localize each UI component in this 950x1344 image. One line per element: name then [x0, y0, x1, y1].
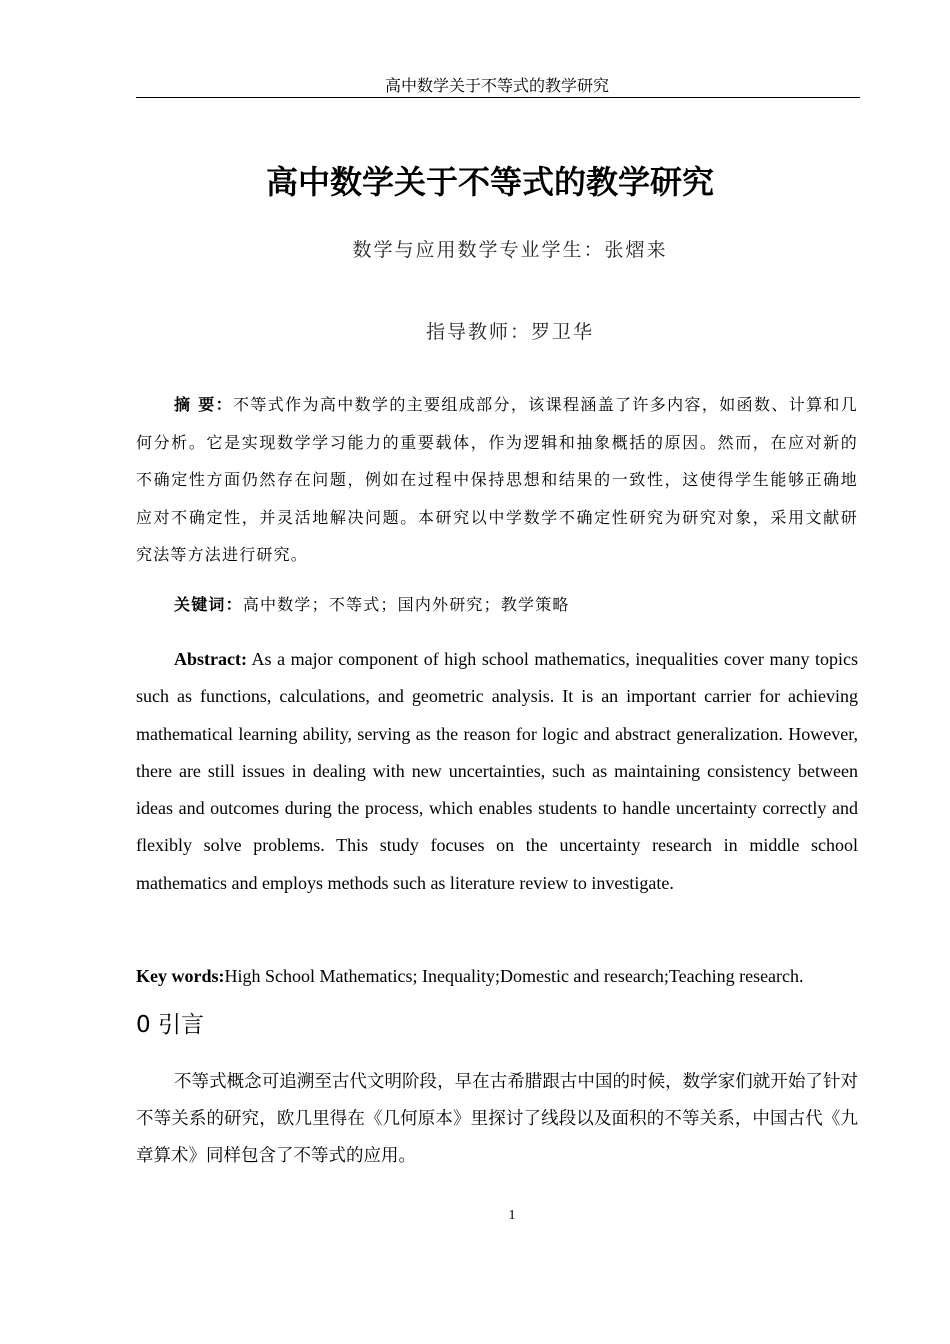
keywords-english — [136, 962, 858, 990]
advisor-line: 指导教师：罗卫华 — [425, 321, 594, 343]
author-line: 数学与应用数学专业学生：张熠来 — [352, 239, 668, 261]
abstract-english — [136, 641, 858, 902]
running-header: 高中数学关于不等式的教学研究 — [384, 76, 609, 95]
keywords-chinese — [136, 591, 858, 619]
abstract-chinese-label: 摘 要： — [174, 395, 234, 414]
page-number: 1 — [508, 1208, 516, 1223]
keywords-english-text: High School Mathematics; Inequality;Domestic and research;Teaching research. — [224, 966, 804, 986]
keywords-chinese-label: 关键词： — [174, 595, 243, 614]
abstract-chinese-text: 不等式作为高中数学的主要组成部分，该课程涵盖了许多内容，如函数、计算和几何分析。它是实现数学学习能力的重要载体，作为逻辑和抽象概括的原因。然而，在应对新的不确定性方面仍然存在问题，例如在过程中保持思想和结果的一致性，这使得学生能够正确地应对不确定性，并灵活地解决问题。本研究以中学数学不确定性研究为研究对象，采用文献研究法等方法进行研究。 — [136, 395, 858, 564]
keywords-english-label: Key words: — [136, 966, 225, 986]
keywords-chinese-text: 高中数学；不等式；国内外研究；教学策略 — [242, 595, 570, 614]
abstract-english-text: As a major component of high school mathematics, inequalities cover many topics such as functions, calculations, and geometric analysis. It is an important carrier for achieving mathematical learning ability, serving as the reason for logic and abstract generalization. However, there are still issues in dealing with new uncertainties, such as maintaining consistency between ideas and outcomes during the process, which enables students to handle uncertainty correctly and flexibly solve problems. This study focuses on the uncertainty research in middle school mathematics and employs methods such as literature review to investigate. — [136, 649, 858, 893]
header-rule — [136, 97, 860, 98]
introduction-paragraph: 不等式概念可追溯至古代文明阶段，早在古希腊跟古中国的时候，数学家们就开始了针对不等关系的研究，欧几里得在《几何原本》里探讨了线段以及面积的不等关系，中国古代《九章算术》同样包含了不等式的应用。 — [136, 1072, 858, 1166]
abstract-english-label: Abstract: — [174, 649, 247, 669]
abstract-chinese — [136, 386, 858, 574]
section-heading-introduction: 0 引言 — [136, 1012, 204, 1038]
paper-title: 高中数学关于不等式的教学研究 — [265, 163, 714, 201]
